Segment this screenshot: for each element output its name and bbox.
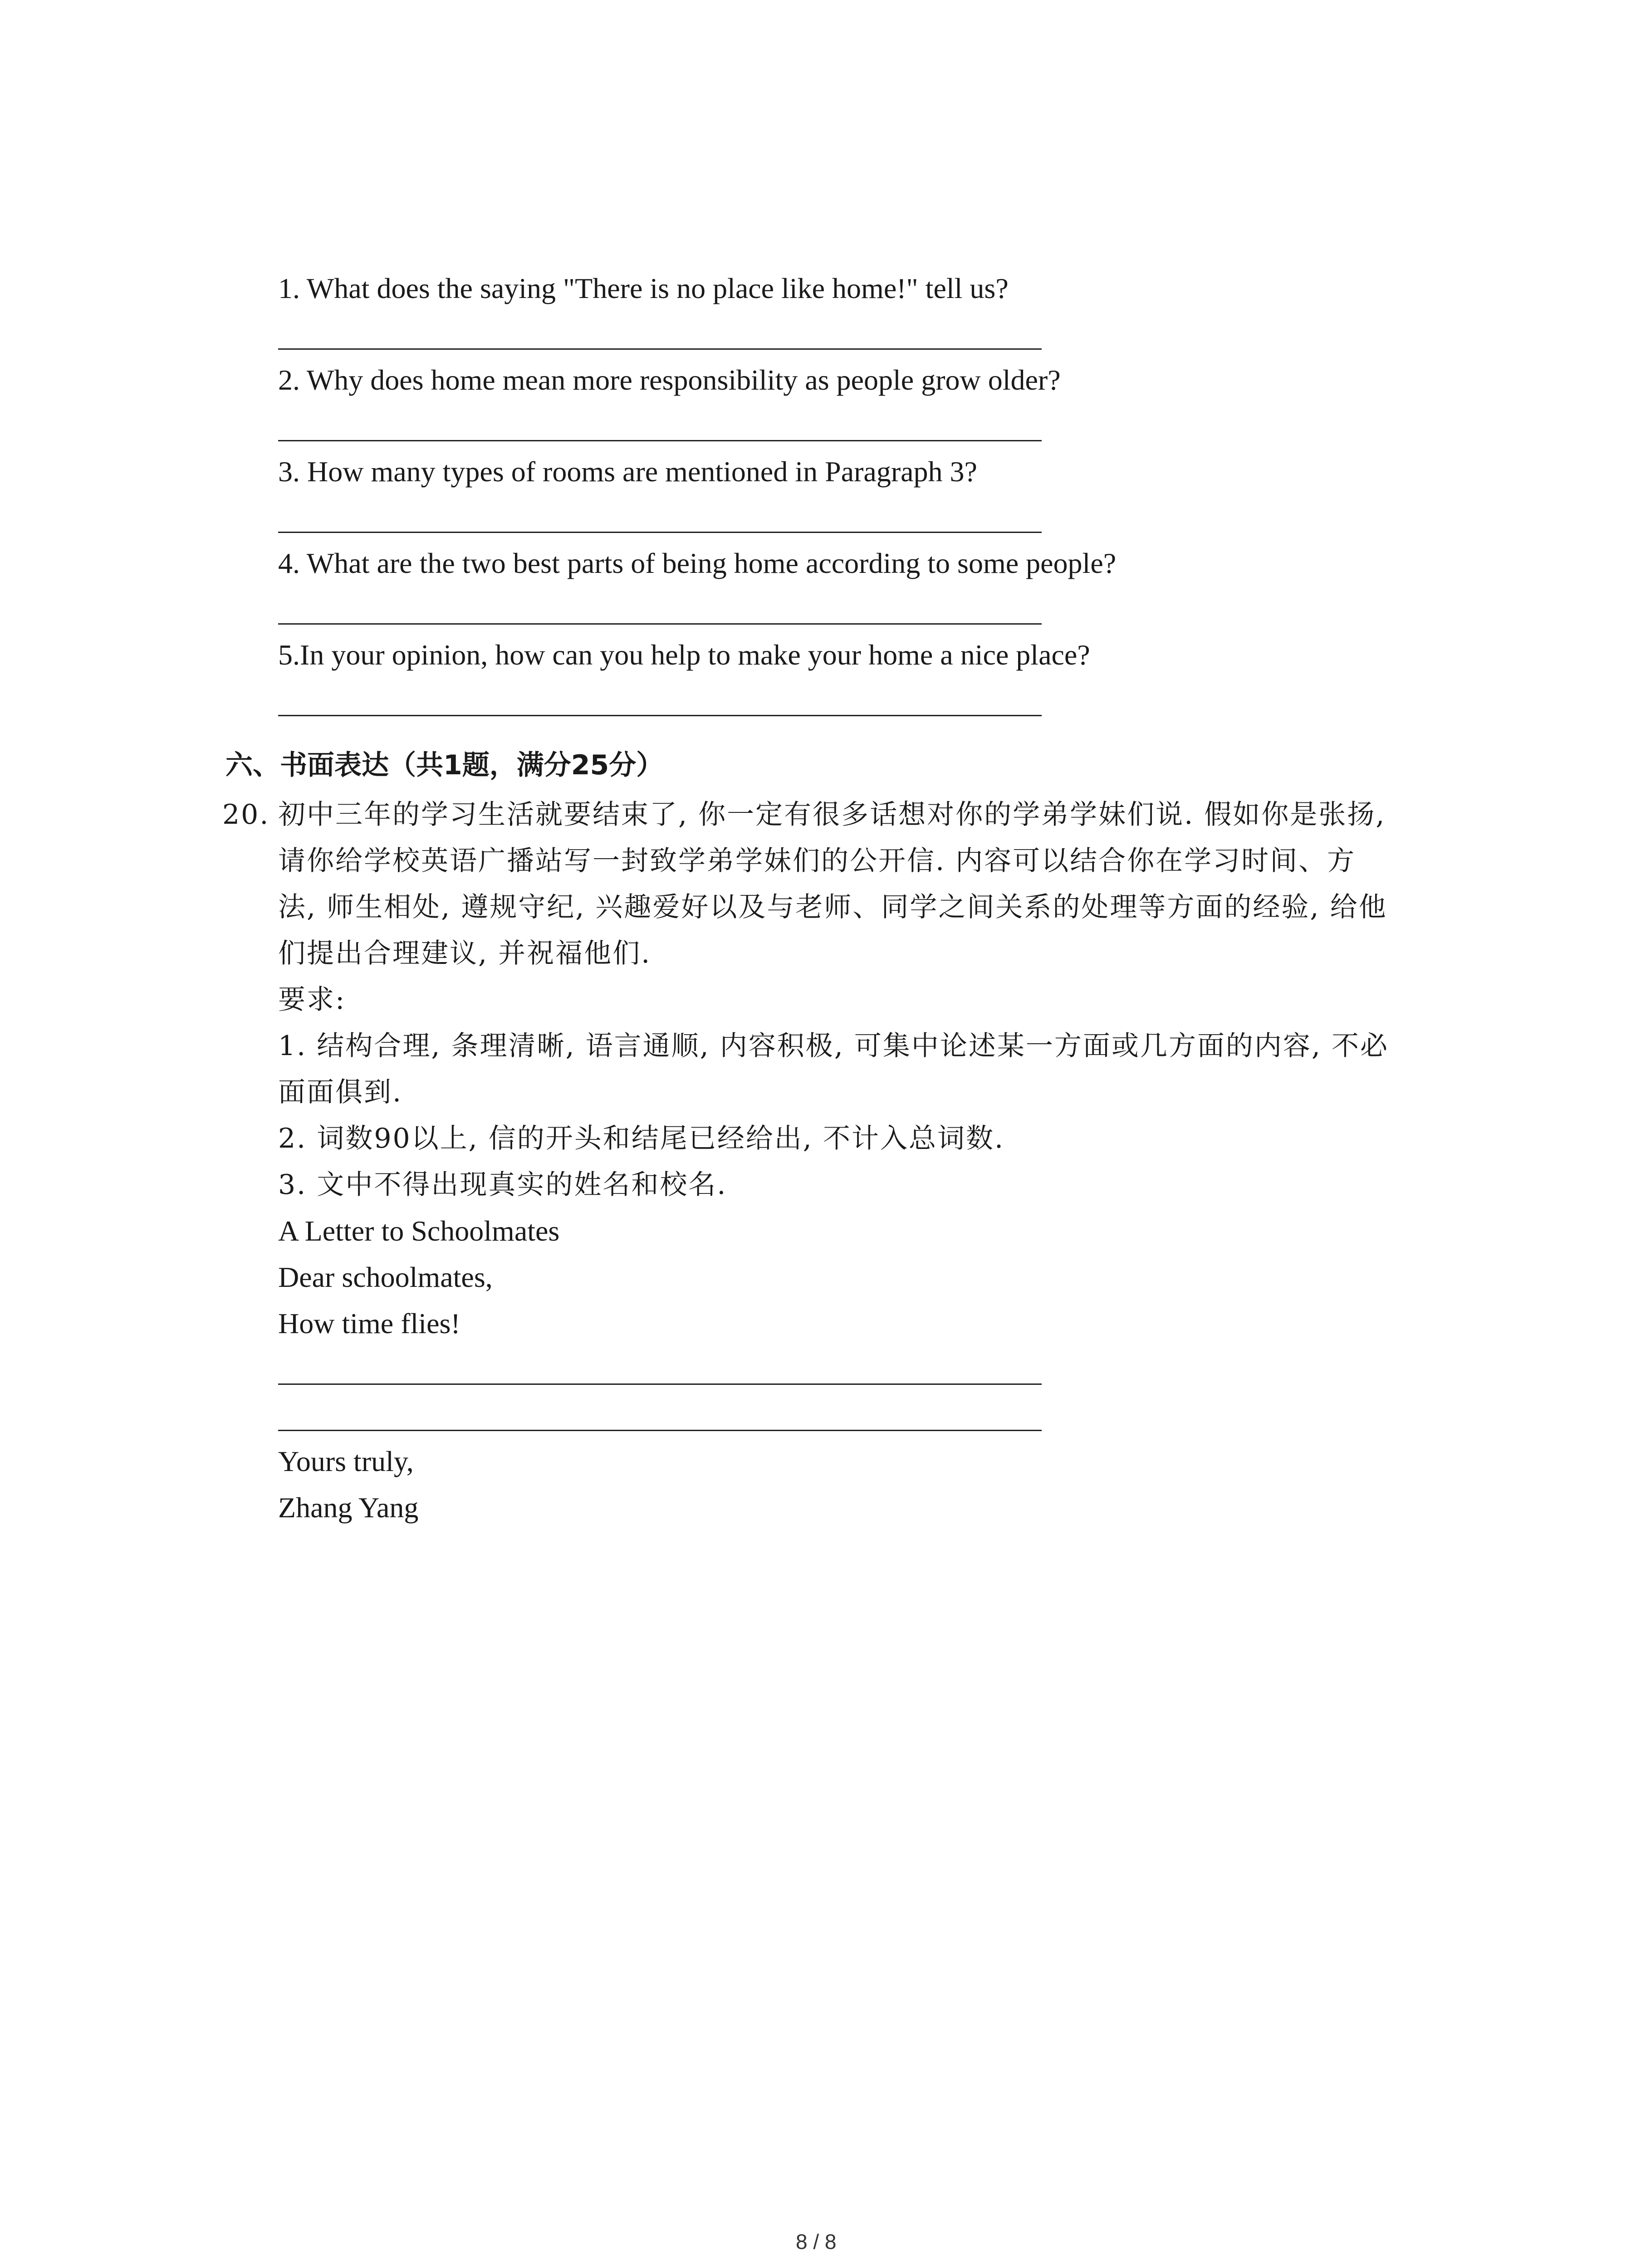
section-heading: 六、书面表达（共1题，满分25分） — [225, 749, 664, 781]
letter-greeting: Dear schoolmates, — [278, 1261, 493, 1293]
letter-title: A Letter to Schoolmates — [278, 1215, 560, 1247]
answer-line-3[interactable] — [278, 532, 1042, 533]
question-1: 1. What does the saying "There is no place like home!" tell us? — [278, 272, 1009, 304]
page-number: 8 / 8 — [796, 2230, 837, 2253]
letter-signature: Zhang Yang — [278, 1491, 419, 1524]
answer-line-5[interactable] — [278, 715, 1042, 716]
requirement-1-cont: 面面俱到. — [278, 1076, 403, 1108]
requirement-1: 1. 结构合理, 条理清晰, 语言通顺, 内容积极, 可集中论述某一方面或几方面的内容, 不必 — [278, 1030, 1389, 1062]
prompt-line-2: 请你给学校英语广播站写一封致学弟学妹们的公开信. 内容可以结合你在学习时间、方 — [278, 845, 1356, 877]
question-2: 2. Why does home mean more responsibility as people grow older? — [278, 364, 1061, 396]
question-4: 4. What are the two best parts of being home according to some people? — [278, 547, 1117, 579]
requirement-2: 2. 词数90以上, 信的开头和结尾已经给出, 不计入总词数. — [278, 1123, 1005, 1154]
letter-answer-line-2[interactable] — [278, 1430, 1042, 1431]
prompt-line-4: 们提出合理建议, 并祝福他们. — [278, 938, 652, 969]
letter-answer-line-1[interactable] — [278, 1383, 1042, 1385]
requirement-3: 3. 文中不得出现真实的姓名和校名. — [278, 1169, 727, 1201]
prompt-line-3: 法, 师生相处, 遵规守纪, 兴趣爱好以及与老师、同学之间关系的处理等方面的经验, 给他 — [278, 891, 1387, 923]
letter-closing: Yours truly, — [278, 1445, 414, 1477]
answer-line-4[interactable] — [278, 623, 1042, 625]
letter-opening: How time flies! — [278, 1307, 460, 1339]
requirements-label: 要求: — [278, 984, 346, 1016]
answer-line-2[interactable] — [278, 440, 1042, 441]
task-number: 20. — [222, 799, 270, 831]
question-3: 3. How many types of rooms are mentioned in Paragraph 3? — [278, 455, 977, 488]
question-5: 5.In your opinion, how can you help to make your home a nice place? — [278, 639, 1090, 671]
answer-line-1[interactable] — [278, 348, 1042, 350]
prompt-line-1: 初中三年的学习生活就要结束了, 你一定有很多话想对你的学弟学妹们说. 假如你是张扬, — [278, 799, 1386, 831]
